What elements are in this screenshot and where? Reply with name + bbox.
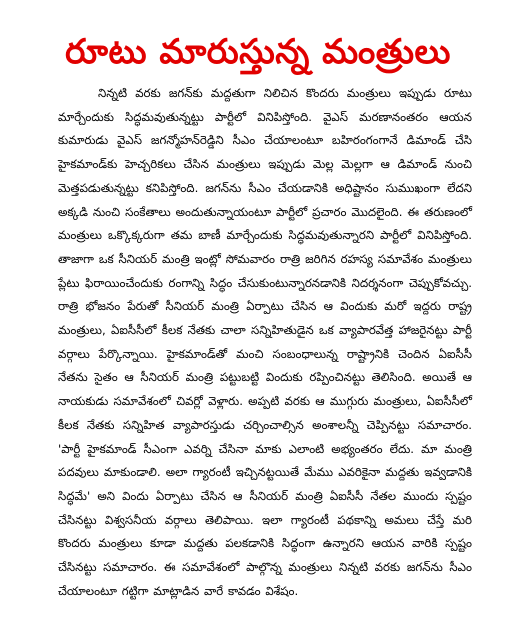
article-body bbox=[58, 82, 472, 603]
article-headline: రూటు మారుస్తున్న మంత్రులు bbox=[65, 32, 451, 72]
article-paragraph: నిన్నటి వరకు జగన్‌కు మద్దతుగా నిలిచిన కొందరు మంత్రులు ఇప్పుడు రూటు మార్చేందుకు సిద్ధమవుతున్నట్టు పార్టీలో వినిపిస్తోంది. వైఎస్ మరణానంతరం ఆయన కుమారుడు వైఎస్ జగన్మోహన్‌రెడ్డిని సీఎం చేయాలంటూ బహిరంగంగానే డిమాండ్ చేసి హైకమాండ్‌కు హెచ్చరికలు చేసిన మంత్రులు ఇప్పుడు మెల్ల మెల్లగా ఆ డిమాండ్ నుంచి మెత్తపడుతున్నట్టు కనిపిస్తోంది. జగన్‌ను సీఎం చేయడానికి అధిష్టానం సుముఖంగా లేదని అక్కడి నుంచి సంకేతాలు అందుతున్నాయంటూ పార్టీలో ప్రచారం మొదలైంది. ఈ తరుణంలో మంత్రులు ఒక్కొక్కరుగా తమ బాణీ మార్చేందుకు సిద్ధమవుతున్నారని పార్టీలో వినిపిస్తోంది. తాజాగా ఒక సీనియర్ మంత్రి ఇంట్లో సోమవారం రాత్రి జరిగిన రహస్య సమావేశం మంత్రులు ప్లేటు ఫిరాయించేందుకు రంగాన్ని సిద్ధం చేసుకుంటున్నారనడానికి నిదర్శనంగా చెప్పుకోవచ్చు. రాత్రి భోజనం పేరుతో సీనియర్ మంత్రి ఏర్పాటు చేసిన ఆ విందుకు మరో ఇద్దరు రాష్ట్ర మంత్రులు, ఏఐసీసీలో కీలక నేతకు చాలా సన్నిహితుడైన ఒక వ్యాపారవేత్త హాజరైనట్టు పార్టీ వర్గాలు పేర్కొన్నాయి. హైకమాండ్‌తో మంచి సంబంధాలున్న రాష్ట్రానికి చెందిన ఏఐసీసీ నేతను సైతం ఆ సీనియర్ మంత్రి పట్టుబట్టి విందుకు రప్పించినట్టు తెలిసింది. అయితే ఆ నాయకుడు సమావేశంలో చివర్లో వెళ్లారు. అప్పటి వరకు ఆ ముగ్గురు మంత్రులు, ఏఐసీసీలో కీలక నేతకు సన్నిహిత వ్యాపారస్తుడు చర్చించాల్సిన అంశాలన్నీ చెప్పినట్టు సమాచారం. 'పార్టీ హైకమాండ్ సీఎంగా ఎవర్ని చేసినా మాకు ఎలాంటి అభ్యంతరం లేదు. మా మంత్రి పదవులు మాకుండాలి. అలా గ్యారంటీ ఇచ్చినట్టయితే మేము ఎవరికైనా మద్దతు ఇవ్వడానికి సిద్ధమే' అని విందు ఏర్పాటు చేసిన ఆ సీనియర్ మంత్రి ఏఐసీసీ నేతల ముందు స్పష్టం చేసినట్టు విశ్వసనీయ వర్గాలు తెలిపాయి. ఇలా గ్యారంటీ పథకాన్ని అమలు చేస్తే మరి కొందరు మంత్రులు కూడా మద్దతు పలకడానికి సిద్ధంగా ఉన్నారని ఆయన వారికి స్పష్టం చేసినట్టు సమాచారం. ఈ సమావేశంలో పాల్గొన్న మంత్రులు నిన్నటి వరకు జగన్‌ను సీఎం చేయాలంటూ గట్టిగా మాట్లాడిన వారే కావడం విశేషం. bbox=[58, 86, 472, 598]
